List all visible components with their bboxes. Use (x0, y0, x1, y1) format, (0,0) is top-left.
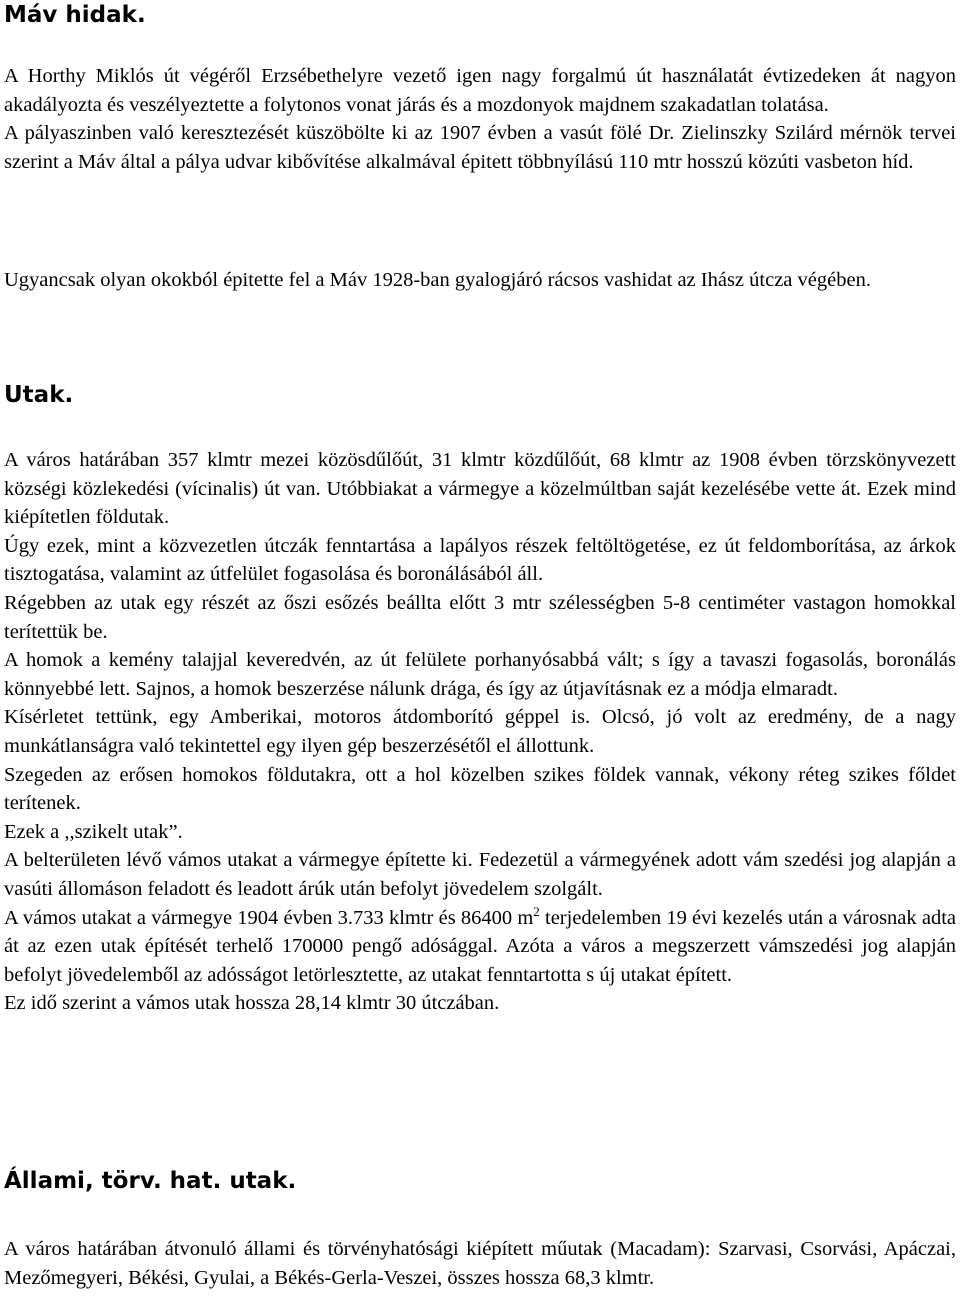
paragraph: A pályaszinben való keresztezését küszöbölte ki az 1907 évben a vasút fölé Dr. Zielinszky Szilárd mérnök tervei szerint a Máv által a pálya udvar kibővítése alkalmával épitett többnyílású 110 mtr hosszú közúti vasbeton híd. (4, 122, 956, 173)
paragraph: Úgy ezek, mint a közvezetlen útczák fenntartása a lapályos részek feltöltögetése, ez út feldomborítása, az árkok tisztogatása, valamint az útfelület fogasolása és boronálásából áll. (4, 534, 956, 586)
paragraph-part: A vámos utakat a vármegye 1904 évben 3.733 klmtr és 86400 m (4, 906, 534, 929)
paragraph: Kísérletet tettünk, egy Amberikai, motoros átdomborító géppel is. Olcsó, jó volt az eredmény, de a nagy munkátlanságra való tekintettel egy ilyen gép beszerzésétől el állottunk. (4, 706, 956, 757)
section-body-allami-utak (4, 1235, 956, 1292)
paragraph: A belterületen lévő vámos utakat a vármegye építette ki. Fedezetül a vármegyének adott vám szedési jog alapján a vasúti állomáson feladott és leadott árúk után befolyt jövedelem szolgált. (4, 849, 956, 900)
paragraph: A Horthy Miklós út végéről Erzsébethelyre vezető igen nagy forgalmú út használatát évtizedeken át nagyon akadályozta és veszélyeztette a folytonos vonat járás és a mozdonyok majdnem szakadatlan tolatása. (4, 65, 956, 116)
section-body-mav-hidak-2 (4, 266, 871, 295)
paragraph-vamos-utak (4, 904, 956, 990)
paragraph: Ugyancsak olyan okokból épitette fel a Máv 1928-ban gyalogjáró rácsos vashidat az Ihász útcza végében. (4, 269, 871, 291)
paragraph-part: terjedelemben 19 évi kezelés után a városnak adta át az ezen utak építését terhelő 170000 pengő adósággal. Azóta a város a megszerzett vámszedési jog alapján befolyt jövedelemből az adósságot letörlesztette, az utakat fenntartotta s új utakat épített. (4, 906, 957, 986)
section-heading-utak: Utak. (4, 382, 74, 408)
section-body-mav-hidak (4, 62, 956, 176)
paragraph: Régebben az utak egy részét az őszi esőzés beállta előtt 3 mtr szélességben 5-8 centiméter vastagon homokkal terítettük be. (4, 591, 956, 643)
paragraph: A város határában átvonuló állami és törvényhatósági kiépített műutak (Macadam): Szarvasi, Csorvási, Apáczai, Mezőmegyeri, Békési, Gyulai, a Békés-Gerla-Veszei, összes hossza 68,3 klmtr. (4, 1238, 956, 1289)
paragraph: Ezek a ,,szikelt utak”. (4, 820, 183, 843)
section-heading-mav-hidak: Máv hidak. (4, 2, 146, 28)
section-heading-allami-utak: Állami, törv. hat. utak. (4, 1168, 297, 1194)
paragraph: Ez idő szerint a vámos utak hossza 28,14 klmtr 30 útczában. (4, 992, 500, 1015)
paragraph: A város határában 357 klmtr mezei közösdűlőút, 31 klmtr közdűlőút, 68 klmtr az 1908 évben törzskönyvezett községi közlekedési (vícinalis) út van. Utóbbiakat a vármegye a közelmúltban saját kezelésébe vette át. Ezek mind kiépítetlen földutak. (4, 449, 956, 529)
paragraph: A homok a kemény talajjal keveredvén, az út felülete porhanyósabbá vált; s így a tavaszi fogasolás, boronálás könnyebbé lett. Sajnos, a homok beszerzése nálunk drága, és így az útjavításnak ez a módja elmaradt. (4, 649, 956, 700)
superscript: 2 (533, 903, 540, 919)
section-body-utak (4, 446, 956, 1018)
paragraph: Szegeden az erősen homokos földutakra, ott a hol közelben szikes földek vannak, vékony réteg szikes főldet terítenek. (4, 763, 956, 815)
